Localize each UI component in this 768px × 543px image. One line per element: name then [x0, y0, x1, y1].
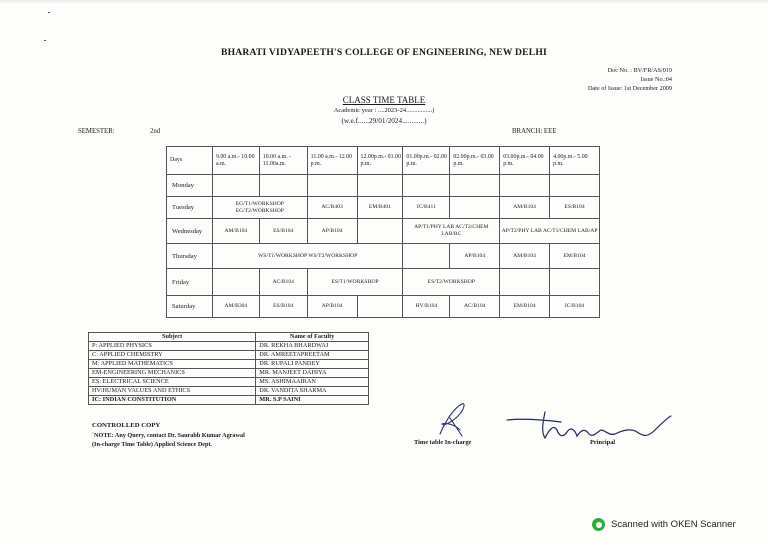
class-cell: ES/B104 [259, 296, 307, 318]
header-cell: 9.00 a.m.- 10.00 a.m. [212, 147, 259, 175]
empty-cell [259, 175, 307, 197]
day-cell: Thursday [167, 244, 213, 269]
empty-cell [500, 269, 550, 296]
header-cell: 03.00p.m.- 04.00 p.m. [500, 147, 550, 175]
class-cell: AC/B403 [307, 197, 357, 219]
faculty-name-cell: DR. VANDITA SHARMA [256, 387, 369, 396]
empty-cell [357, 175, 403, 197]
header-cell: Name of Faculty [256, 333, 369, 342]
faculty-row [89, 360, 369, 369]
faculty-header-row [89, 333, 369, 342]
faculty-name-cell: MR. S.P SAINI [256, 396, 369, 405]
table-row-saturday [167, 296, 600, 318]
semester-value: 2nd [150, 128, 161, 135]
day-cell: Friday [167, 269, 213, 296]
class-cell: EM/B104 [500, 296, 550, 318]
day-cell: Wednesday [167, 219, 213, 244]
lab-cell: AP/T2/PHY LAB AC/T1/CHEM LAB/AP [500, 219, 600, 244]
date-of-issue: Date of Issue: 1st December 2009 [587, 85, 672, 92]
controlled-copy: CONTROLLED COPY [92, 422, 161, 429]
principal-label: Principal [590, 439, 616, 446]
academic-year: Academic year : ....2023-24................) [333, 107, 435, 114]
class-cell: AP/B104 [307, 296, 357, 318]
faculty-row [89, 387, 369, 396]
table-row-friday [167, 269, 600, 296]
class-cell: AP/B104 [307, 219, 357, 244]
doc-number: Doc No. : BV/FR/AS/019 [607, 67, 672, 74]
header-cell: 11.00 a.m.- 12.00 p.m. [307, 147, 357, 175]
empty-cell [212, 175, 259, 197]
timetable-incharge-label: Time table In-charge [414, 439, 472, 446]
faculty-name-cell: DR. AMREETAPREETAM [256, 351, 369, 360]
empty-cell [307, 175, 357, 197]
header-cell: 12.00p.m.- 01.00 p.m. [357, 147, 403, 175]
subject-cell: P: APPLIED PHYSICS [89, 342, 256, 351]
subject-cell: ES: ELECTRICAL SCIENCE [89, 378, 256, 387]
college-name: BHARATI VIDYAPEETH'S COLLEGE OF ENGINEERING, NEW DELHI [221, 47, 547, 58]
class-cell: AC/B104 [259, 269, 307, 296]
class-cell: AM/B304 [212, 296, 259, 318]
header-cell: Days [167, 147, 213, 175]
class-cell: EG/T1/WORKSHOP EG/T2/WORKSHOP [212, 197, 307, 219]
class-cell: AP/B104 [450, 244, 500, 269]
class-cell: IC/B104 [550, 296, 600, 318]
empty-cell [550, 269, 600, 296]
class-cell: WS/T1/WORKSHOP WS/T2/WORKSHOP [212, 244, 402, 269]
faculty-table [88, 332, 369, 405]
empty-cell [403, 244, 450, 269]
class-cell: ES/B104 [259, 219, 307, 244]
empty-cell [212, 269, 259, 296]
effective-date: (w.e.f......29/01/2024............) [341, 116, 427, 125]
faculty-row [89, 396, 369, 405]
header-cell: 01.00p.m.- 02.00 p.m. [403, 147, 450, 175]
class-cell: ES/T2/WORKSHOP [403, 269, 500, 296]
header-cell: 4.00p.m.- 5.00 p.m. [550, 147, 600, 175]
faculty-name-cell: DR. REKHA BHARDWAJ [256, 342, 369, 351]
class-cell: EM/B104 [550, 244, 600, 269]
faculty-row [89, 351, 369, 360]
empty-cell [450, 175, 500, 197]
header-cell: 10.00 a.m. - 11.00a.m. [259, 147, 307, 175]
empty-cell [403, 175, 450, 197]
day-cell: Monday [167, 175, 213, 197]
subject-cell: IC: INDIAN CONSTITUTION [89, 396, 256, 405]
header-cell: 02.00p.m.- 03.00 p.m. [450, 147, 500, 175]
class-cell: IC/B411 [403, 197, 450, 219]
incharge-signature [432, 400, 472, 442]
empty-cell [357, 219, 403, 244]
lab-cell: AP/T1/PHY LAB AC/T2/CHEM LAB/RC [403, 219, 500, 244]
oken-scanner-icon [592, 518, 605, 531]
empty-cell [357, 296, 403, 318]
class-cell: AM/B104 [500, 244, 550, 269]
subject-cell: C: APPLIED CHEMISTRY [89, 351, 256, 360]
issue-number: Issue No.:04 [640, 76, 672, 83]
table-row-monday [167, 175, 600, 197]
subject-cell: HV:HUMAN VALUES AND ETHICS [89, 387, 256, 396]
timetable-header-row [167, 147, 600, 175]
faculty-name-cell: MR. MANJEET DAHIYA [256, 369, 369, 378]
class-cell: AM/B104 [212, 219, 259, 244]
day-cell: Tuesday [167, 197, 213, 219]
class-cell: AM/B104 [500, 197, 550, 219]
class-cell: EM/B401 [357, 197, 403, 219]
header-cell: Subject [89, 333, 256, 342]
faculty-row [89, 378, 369, 387]
class-cell: HV/B104 [403, 296, 450, 318]
faculty-row [89, 369, 369, 378]
scan-speck [48, 12, 50, 13]
scanner-watermark [592, 518, 736, 531]
page-top-edge [0, 0, 768, 4]
table-row-thursday [167, 244, 600, 269]
subject-cell: EM-ENGINEERING MECHANICS [89, 369, 256, 378]
semester-label: SEMESTER: [78, 128, 115, 135]
day-cell: Saturday [167, 296, 213, 318]
class-cell: ES/B104 [550, 197, 600, 219]
empty-cell [550, 175, 600, 197]
class-cell: AC/B104 [450, 296, 500, 318]
empty-cell [500, 175, 550, 197]
note-line-1: `NOTE: Any Query, contact Dr. Saurabh Kumar Agrawal [92, 432, 245, 439]
faculty-name-cell: DR. RUPALI PANDEY [256, 360, 369, 369]
faculty-row [89, 342, 369, 351]
table-row-tuesday [167, 197, 600, 219]
page-title: CLASS TIME TABLE [342, 95, 426, 105]
subject-cell: M: APPLIED MATHEMATICS [89, 360, 256, 369]
scanner-watermark-text: Scanned with OKEN Scanner [611, 519, 736, 530]
table-row-wednesday [167, 219, 600, 244]
class-cell: ES/T1/WORKSHOP [307, 269, 403, 296]
branch-label: BRANCH: EEE [512, 128, 557, 135]
timetable [166, 146, 600, 318]
document-info [588, 66, 672, 93]
faculty-name-cell: MS. ASHIMAAIRAN [256, 378, 369, 387]
scan-speck [44, 40, 46, 41]
empty-cell [450, 197, 500, 219]
note-line-2: (In-charge Time Table) Applied Science Dept. [92, 441, 213, 448]
